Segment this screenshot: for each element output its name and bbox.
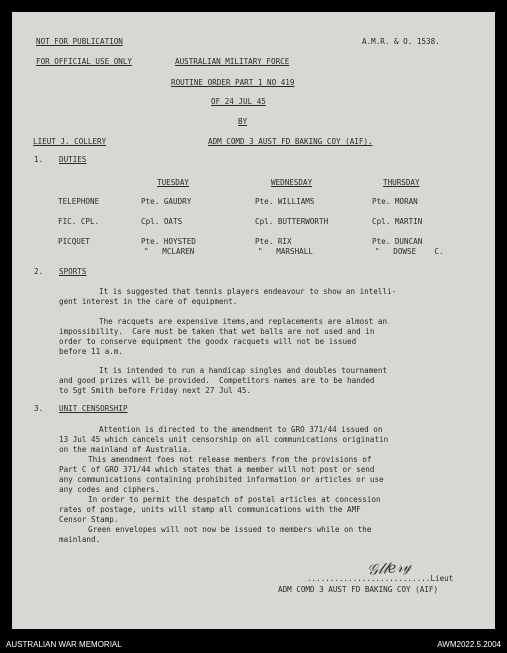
- unit-name: ADM COMD 3 AUST FD BAKING COY (AIF).: [208, 137, 373, 146]
- footer-catalogue-number: AWM2022.5.2004: [437, 640, 501, 649]
- day-header: TUESDAY: [157, 178, 190, 187]
- body-line: This amendment foes not release members from the provisions of: [88, 455, 372, 464]
- duty-role: PICQUET: [58, 237, 91, 246]
- officer-name: LIEUT J. COLLERY: [33, 137, 107, 146]
- section-number: 3.: [34, 404, 44, 413]
- order-title: ROUTINE ORDER PART 1 NO 419: [171, 78, 295, 87]
- order-date: OF 24 JUL 45: [211, 97, 266, 106]
- duty-assignee: Pte. HOYSTED: [141, 237, 196, 246]
- not-for-publication: NOT FOR PUBLICATION: [36, 37, 123, 46]
- body-line: It is intended to run a handicap singles and doubles tournament: [99, 366, 388, 375]
- duty-assignee: Pte. WILLIAMS: [255, 197, 315, 206]
- body-line: any communications containing prohibited information or articles or use: [59, 475, 384, 484]
- body-line: impossibility. Care must be taken that wet balls are not used and in: [59, 327, 375, 336]
- day-header: THURSDAY: [383, 178, 420, 187]
- body-line: Part C of GRO 371/44 which states that a member will not post or send: [59, 465, 375, 474]
- signature-line: ...........................Lieut: [307, 574, 454, 583]
- day-header: WEDNESDAY: [271, 178, 313, 187]
- duty-assignee: Cpl. OATS: [141, 217, 183, 226]
- body-line: before 11 a.m.: [59, 347, 124, 356]
- duty-assignee: " MARSHALL: [258, 247, 313, 256]
- body-line: order to conserve equipment the goodx racquets will not be issued: [59, 337, 357, 346]
- body-line: on the mainland of Australia.: [59, 445, 192, 454]
- section-heading-censorship: UNIT CENSORSHIP: [59, 404, 128, 413]
- document-page: [12, 12, 495, 629]
- body-line: In order to permit the despatch of postal articles at concession: [88, 495, 381, 504]
- duty-assignee: " DOWSE C.: [375, 247, 444, 256]
- duty-role: TELEPHONE: [58, 197, 100, 206]
- body-line: rates of postage, units will stamp all communications with the AMF: [59, 505, 361, 514]
- duty-role: FIC. CPL.: [58, 217, 100, 226]
- body-line: Censor Stamp.: [59, 515, 119, 524]
- footer-archive-name: AUSTRALIAN WAR MEMORIAL: [6, 640, 122, 649]
- duty-assignee: Pte. MORAN: [372, 197, 418, 206]
- official-use-only: FOR OFFICIAL USE ONLY: [36, 57, 133, 66]
- section-number: 1.: [34, 155, 44, 164]
- duty-assignee: Pte. GAUDRY: [141, 197, 192, 206]
- body-line: mainland.: [59, 535, 101, 544]
- duty-assignee: " MCLAREN: [144, 247, 195, 256]
- by-label: BY: [238, 117, 248, 126]
- section-number: 2.: [34, 267, 44, 276]
- section-heading-sports: SPORTS: [59, 267, 87, 276]
- section-heading-duties: DUTIES: [59, 155, 87, 164]
- signature-mark: 𝒢𝓁𝓁𝑒𝓇𝓎: [366, 556, 413, 580]
- duty-assignee: Cpl. MARTIN: [372, 217, 423, 226]
- body-line: It is suggested that tennis players endeavour to show an intelli-: [99, 287, 397, 296]
- body-line: The racquets are expensive items,and replacements are almost an: [99, 317, 388, 326]
- body-line: Attention is directed to the amendment to GRO 371/44 issued on: [99, 425, 383, 434]
- body-line: to Sgt Smith before Friday next 27 Jul 45.: [59, 386, 252, 395]
- body-line: any codes and ciphers.: [59, 485, 160, 494]
- duty-assignee: Cpl. BUTTERWORTH: [255, 217, 329, 226]
- body-line: Green envelopes will not now be issued to members while on the: [88, 525, 372, 534]
- body-line: gent interest in the care of equipment.: [59, 297, 238, 306]
- body-line: and good prizes will be provided. Competitors names are to be handed: [59, 376, 375, 385]
- signature-block: ADM COMD 3 AUST FD BAKING COY (AIF): [278, 585, 439, 594]
- duty-assignee: Pte. RIX: [255, 237, 292, 246]
- force-title: AUSTRALIAN MILITARY FORCE: [175, 57, 290, 66]
- body-line: 13 Jul 45 which cancels unit censorship on all communications originatin: [59, 435, 389, 444]
- duty-assignee: Pte. DUNCAN: [372, 237, 423, 246]
- document-reference: A.M.R. & O. 1538.: [362, 37, 440, 46]
